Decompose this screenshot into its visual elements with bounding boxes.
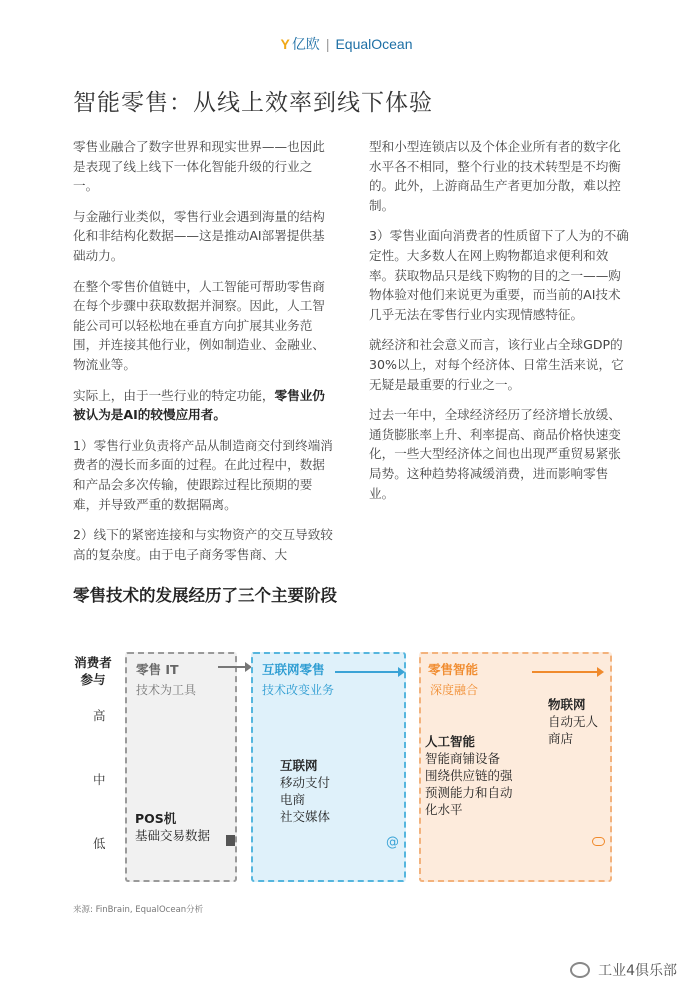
header-logo: [0, 34, 693, 54]
watermark-text: 工业4俱乐部: [598, 963, 677, 979]
y-axis-title: 消费者参与: [74, 655, 112, 687]
item-heading: 物联网: [548, 697, 586, 712]
paragraph: 过去一年中，全球经济经历了经济增长放缓、通货膨胀率上升、利率提高、商品价格快速变化，一些大型经济体之间也出现严重贸易紧张局势。这种趋势将减缓消费，进而影响零售业。: [369, 407, 621, 501]
stage-name: 零售 IT: [136, 662, 179, 677]
item: 智能商铺设备: [425, 751, 501, 766]
stage-subtitle: 深度融合: [430, 683, 479, 697]
paragraph: 3）零售业面向消费者的性质留下了人为的不确定性。大多数人在网上购物都追求便利和效率。获取物品只是线下购物的目的之一——购物体验对他们来说更为重要，而当前的AI技术几乎无法在零售行业内实现情感特征。: [369, 228, 629, 322]
server-icon: [226, 835, 235, 846]
at-icon: @: [386, 835, 399, 850]
item: 化水平: [425, 802, 463, 817]
wechat-icon: [570, 962, 590, 978]
page-title: 智能零售：从线上效率到线下体验: [73, 90, 433, 116]
cloud-icon: [592, 837, 605, 846]
stage-items-ai: [425, 733, 513, 818]
arrow-icon: [335, 671, 403, 673]
left-column: [73, 137, 335, 575]
arrow-icon: [218, 666, 250, 668]
stage-internet-retail: [251, 652, 406, 882]
paragraph: 就经济和社会意义而言，该行业占全球GDP的30%以上，对每个经济体、日常生活来说，它无疑是最重要的行业之一。: [369, 337, 624, 392]
stage-items: [280, 757, 330, 825]
item: 围绕供应链的强: [425, 768, 513, 783]
stage-retail-intelligence: [419, 652, 612, 882]
paragraph: 零售业融合了数字世界和现实世界——也因此是表现了线上线下一体化智能升级的行业之一。: [73, 139, 325, 194]
stage-subtitle: 技术改变业务: [262, 683, 335, 697]
right-column: [369, 137, 631, 514]
item: 电商: [280, 792, 306, 807]
item-heading: 人工智能: [425, 734, 476, 749]
stage-retail-it: [125, 652, 237, 882]
watermark: [570, 960, 677, 980]
item: 基础交易数据: [135, 828, 211, 843]
item: 移动支付: [280, 775, 331, 790]
paragraph: 在整个零售价值链中，人工智能可帮助零售商在每个步骤中获取数据并洞察。因此，人工智能公司可以轻松地在垂直方向扩展其业务范围，并连接其他行业，例如制造业、金融业、物流业等。: [73, 278, 325, 372]
item-heading: POS机: [135, 811, 177, 826]
stage-subtitle: 技术为工具: [136, 683, 197, 697]
stage-name: 互联网零售: [262, 662, 325, 677]
item: 商店: [548, 731, 574, 746]
arrow-icon: [532, 671, 602, 673]
paragraph: 2）线下的紧密连接和与实物资产的交互导致较高的复杂度。由于电子商务零售商、大: [73, 527, 333, 562]
level-mid: 中: [93, 772, 106, 787]
source-note: 来源: FinBrain, EqualOcean分析: [73, 905, 204, 915]
item: 社交媒体: [280, 809, 331, 824]
logo-en: EqualOcean: [335, 36, 413, 52]
logo-separator: |: [325, 36, 330, 52]
paragraph: 与金融行业类似，零售行业会遇到海量的结构化和非结构化数据——这是推动AI部署提供基础动力。: [73, 208, 325, 263]
item: 自动无人: [548, 714, 599, 729]
level-low: 低: [93, 836, 106, 851]
paragraph: 型和小型连锁店以及个体企业所有者的数字化水平各不相同，整个行业的技术转型是不均衡的。此外，上游商品生产者更加分散，难以控制。: [369, 139, 621, 213]
paragraph-text: 实际上，由于一些行业的特定功能，: [73, 387, 275, 403]
stage-items-iot: [548, 696, 598, 747]
level-high: 高: [93, 708, 106, 723]
item-heading: 互联网: [280, 758, 318, 773]
item: 预测能力和自动: [425, 785, 513, 800]
paragraph-emphasis: 零售业仍被认为是AI的较慢应用者。: [73, 387, 325, 423]
diagram-title: 零售技术的发展经历了三个主要阶段: [73, 586, 337, 605]
logo-cn: 亿欧: [291, 36, 320, 52]
stage-items: [135, 810, 210, 844]
paragraph: 1）零售行业负责将产品从制造商交付到终端消费者的漫长而多面的过程。在此过程中，数据和产品会多次传输，使跟踪过程比预期的要难，并导致严重的数据隔离。: [73, 437, 333, 512]
stage-name: 零售智能: [428, 662, 479, 677]
paragraph: [73, 386, 335, 425]
logo-icon: Y: [280, 36, 290, 52]
